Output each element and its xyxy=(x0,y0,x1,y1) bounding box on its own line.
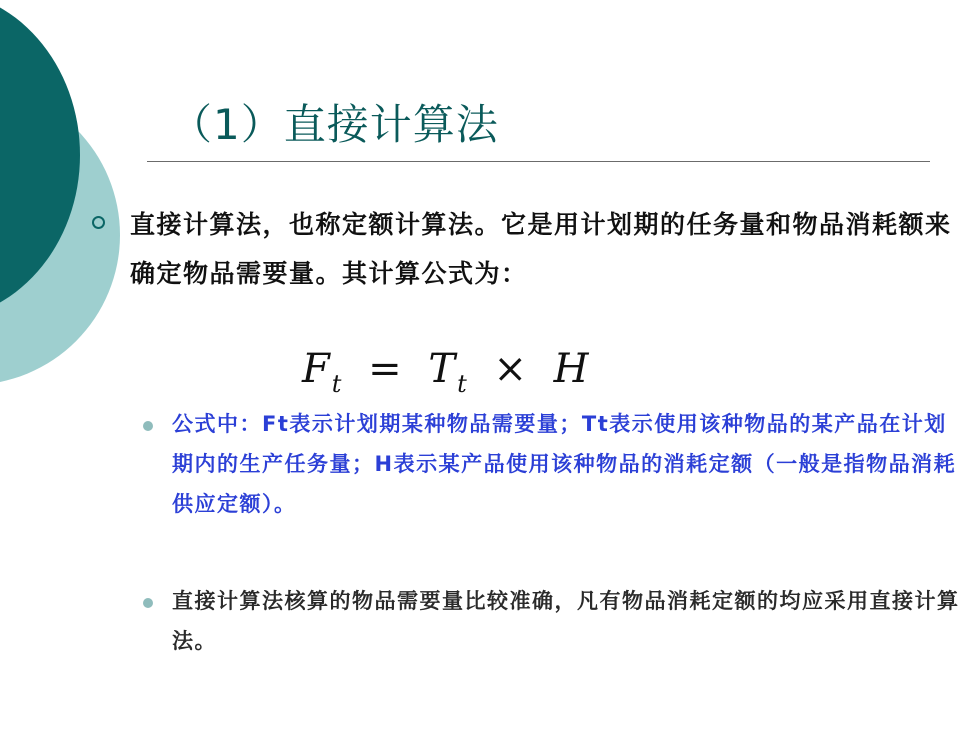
formula xyxy=(302,346,589,398)
formula-rhs-var1: T xyxy=(428,346,456,392)
bullet-dot-icon xyxy=(143,421,153,431)
sub-point-formula-explanation: 公式中：Ft表示计划期某种物品需要量；Tt表示使用该种物品的某产品在计划期内的生产任务量；H表示某产品使用该种物品的消耗定额（一般是指物品消耗供应定额）。 xyxy=(172,412,957,516)
bullet-dot-icon xyxy=(143,598,153,608)
title-divider xyxy=(147,161,930,162)
formula-lhs-sub: t xyxy=(331,370,342,398)
formula-times: × xyxy=(493,346,527,392)
main-point: 直接计算法，也称定额计算法。它是用计划期的任务量和物品消耗额来确定物品需要量。其计算公式为： xyxy=(130,210,952,288)
slide-title: （1）直接计算法 xyxy=(170,100,499,149)
formula-lhs-var: F xyxy=(302,346,330,392)
formula-rhs-var2: H xyxy=(553,346,589,392)
bullet-ring-icon xyxy=(92,216,105,229)
formula-rhs-sub1: t xyxy=(457,370,467,398)
formula-equals: = xyxy=(368,346,402,392)
sub-point-accuracy: 直接计算法核算的物品需要量比较准确，凡有物品消耗定额的均应采用直接计算法。 xyxy=(172,589,960,653)
